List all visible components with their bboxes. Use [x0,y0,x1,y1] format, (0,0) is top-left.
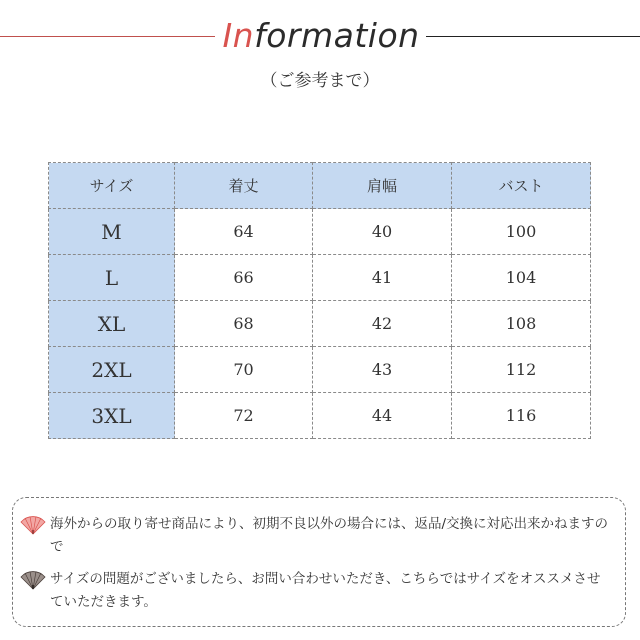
column-header-shoulder: 肩幅 [313,163,452,209]
size-cell: 3XL [49,393,175,439]
subtitle: （ご参考まで） [260,71,380,91]
table-row [49,347,591,393]
table-header-row [49,163,591,209]
shoulder-cell: 40 [313,209,452,255]
shoulder-cell: 43 [313,347,452,393]
title-rule-right [426,36,640,37]
table-row [49,393,591,439]
table-row [49,255,591,301]
notice-item-size-help [20,568,610,614]
length-cell: 66 [175,255,313,301]
column-header-bust: バスト [452,163,591,209]
bust-cell: 116 [452,393,591,439]
length-cell: 70 [175,347,313,393]
notice-text: サイズの問題がございましたら、お問い合わせいただき、こちらではサイズをオススメさせていただきます。 [50,571,601,610]
shoulder-cell: 44 [313,393,452,439]
table-row [49,301,591,347]
title-rule-left [0,36,215,37]
table-row [49,209,591,255]
length-cell: 68 [175,301,313,347]
notice-item-returns [20,513,610,559]
bust-cell: 100 [452,209,591,255]
title-row [0,14,640,58]
notice-text: 海外からの取り寄せ商品により、初期不良以外の場合には、返品/交換に対応出来かねますので [50,516,609,555]
shoulder-cell: 42 [313,301,452,347]
size-cell: L [49,255,175,301]
size-table [48,162,591,439]
size-cell: 2XL [49,347,175,393]
bust-cell: 112 [452,347,591,393]
size-cell: M [49,209,175,255]
bust-cell: 108 [452,301,591,347]
size-cell: XL [49,301,175,347]
length-cell: 72 [175,393,313,439]
shoulder-cell: 41 [313,255,452,301]
bust-cell: 104 [452,255,591,301]
page-title [218,14,424,58]
column-header-length: 着丈 [175,163,313,209]
fan-icon [20,570,46,590]
length-cell: 64 [175,209,313,255]
fan-icon [20,515,46,535]
column-header-size: サイズ [49,163,175,209]
title-highlight: In [222,16,255,55]
title-rest: formation [254,16,420,55]
